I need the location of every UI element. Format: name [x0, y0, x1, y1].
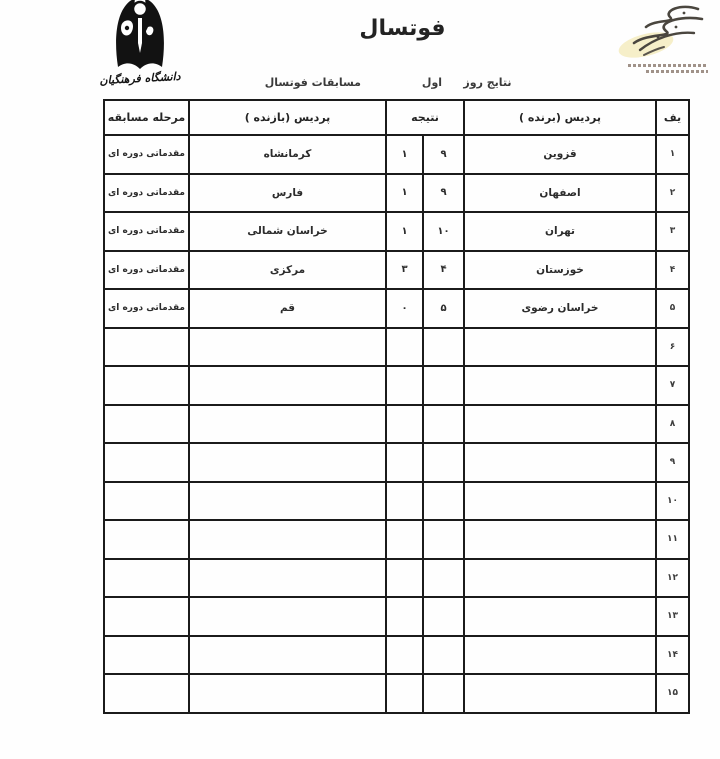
row-number-cell: ۴	[656, 251, 689, 290]
table-row	[104, 482, 689, 521]
winner-cell	[464, 636, 656, 675]
loser-score-cell	[386, 443, 423, 482]
stage-cell	[104, 636, 189, 675]
winner-cell	[464, 328, 656, 367]
header-winner: پردیس (برنده )	[464, 100, 656, 135]
loser-score-cell: ۰	[386, 289, 423, 328]
farhangian-university-emblem-icon	[90, 0, 190, 71]
winner-score-cell	[423, 405, 464, 444]
table-row	[104, 328, 689, 367]
table-row	[104, 674, 689, 713]
loser-cell: خراسان شمالی	[189, 212, 386, 251]
row-number-cell: ۱	[656, 135, 689, 174]
winner-cell: قزوین	[464, 135, 656, 174]
table-row	[104, 443, 689, 482]
winner-cell	[464, 559, 656, 598]
stage-cell: مقدماتی دوره ای	[104, 251, 189, 290]
university-logo-caption: دانشگاه فرهنگیان	[99, 69, 181, 88]
loser-score-cell	[386, 366, 423, 405]
table-row	[104, 405, 689, 444]
university-logo	[90, 0, 190, 88]
loser-score-cell	[386, 328, 423, 367]
winner-cell: خوزستان	[464, 251, 656, 290]
olympiad-logo	[606, 3, 712, 81]
olympiad-logo-caption-line	[646, 70, 708, 73]
loser-score-cell	[386, 597, 423, 636]
winner-cell: اصفهان	[464, 174, 656, 213]
stage-cell: مقدماتی دوره ای	[104, 289, 189, 328]
loser-score-cell	[386, 482, 423, 521]
loser-cell: کرمانشاه	[189, 135, 386, 174]
stage-cell	[104, 674, 189, 713]
row-number-cell: ۳	[656, 212, 689, 251]
row-number-cell: ۱۰	[656, 482, 689, 521]
loser-cell	[189, 328, 386, 367]
loser-score-cell: ۳	[386, 251, 423, 290]
header-row-number: يف	[656, 100, 689, 135]
loser-score-cell	[386, 520, 423, 559]
futsal-results-table	[103, 99, 690, 714]
loser-cell: مرکزی	[189, 251, 386, 290]
loser-score-cell	[386, 636, 423, 675]
stage-cell: مقدماتی دوره ای	[104, 174, 189, 213]
stage-cell	[104, 559, 189, 598]
winner-cell	[464, 482, 656, 521]
winner-score-cell	[423, 328, 464, 367]
olympiad-logo-caption-line	[628, 64, 708, 67]
table-row	[104, 212, 689, 251]
loser-score-cell: ۱	[386, 135, 423, 174]
loser-cell	[189, 559, 386, 598]
stage-cell	[104, 482, 189, 521]
table-row	[104, 597, 689, 636]
stage-cell	[104, 328, 189, 367]
loser-cell: قم	[189, 289, 386, 328]
row-number-cell: ۱۱	[656, 520, 689, 559]
loser-cell	[189, 636, 386, 675]
winner-score-cell	[423, 559, 464, 598]
stage-cell: مقدماتی دوره ای	[104, 212, 189, 251]
winner-score-cell: ۱۰	[423, 212, 464, 251]
table-row	[104, 636, 689, 675]
winner-cell	[464, 674, 656, 713]
stage-cell: مقدماتی دوره ای	[104, 135, 189, 174]
loser-cell	[189, 597, 386, 636]
winner-cell	[464, 597, 656, 636]
row-number-cell: ۹	[656, 443, 689, 482]
loser-cell	[189, 443, 386, 482]
stage-cell	[104, 405, 189, 444]
olympiad-calligraphy-logo-icon	[606, 3, 712, 61]
row-number-cell: ۱۴	[656, 636, 689, 675]
row-number-cell: ۸	[656, 405, 689, 444]
table-row	[104, 251, 689, 290]
row-number-cell: ۷	[656, 366, 689, 405]
winner-score-cell	[423, 482, 464, 521]
loser-cell	[189, 366, 386, 405]
table-row	[104, 174, 689, 213]
winner-score-cell: ۹	[423, 135, 464, 174]
table-row	[104, 135, 689, 174]
competition-label: مسابقات فوتسال	[264, 76, 361, 89]
table-row	[104, 559, 689, 598]
winner-score-cell	[423, 366, 464, 405]
loser-cell: فارس	[189, 174, 386, 213]
day-value: اول	[421, 76, 443, 89]
winner-score-cell	[423, 520, 464, 559]
row-number-cell: ۲	[656, 174, 689, 213]
winner-score-cell: ۵	[423, 289, 464, 328]
loser-cell	[189, 482, 386, 521]
row-number-cell: ۵	[656, 289, 689, 328]
winner-cell	[464, 520, 656, 559]
row-number-cell: ۱۲	[656, 559, 689, 598]
loser-score-cell	[386, 674, 423, 713]
table-row	[104, 289, 689, 328]
results-day-label: نتایج روز	[463, 76, 512, 89]
header-stage: مرحله مسابقه	[104, 100, 189, 135]
page-title: فوتسال	[359, 16, 446, 41]
winner-cell: خراسان رضوی	[464, 289, 656, 328]
winner-score-cell: ۹	[423, 174, 464, 213]
winner-score-cell	[423, 674, 464, 713]
stage-cell	[104, 366, 189, 405]
winner-score-cell: ۴	[423, 251, 464, 290]
loser-cell	[189, 520, 386, 559]
stage-cell	[104, 443, 189, 482]
winner-score-cell	[423, 443, 464, 482]
table-header-row	[104, 100, 689, 135]
row-number-cell: ۶	[656, 328, 689, 367]
winner-cell: تهران	[464, 212, 656, 251]
loser-cell	[189, 405, 386, 444]
winner-cell	[464, 443, 656, 482]
row-number-cell: ۱۳	[656, 597, 689, 636]
stage-cell	[104, 597, 189, 636]
loser-score-cell: ۱	[386, 212, 423, 251]
loser-score-cell: ۱	[386, 174, 423, 213]
loser-cell	[189, 674, 386, 713]
row-number-cell: ۱۵	[656, 674, 689, 713]
table-row	[104, 366, 689, 405]
winner-cell	[464, 405, 656, 444]
winner-score-cell	[423, 597, 464, 636]
loser-score-cell	[386, 405, 423, 444]
winner-score-cell	[423, 636, 464, 675]
winner-cell	[464, 366, 656, 405]
header-result: نتیجه	[386, 100, 464, 135]
header-loser: پردیس (بازنده )	[189, 100, 386, 135]
stage-cell	[104, 520, 189, 559]
table-row	[104, 520, 689, 559]
loser-score-cell	[386, 559, 423, 598]
